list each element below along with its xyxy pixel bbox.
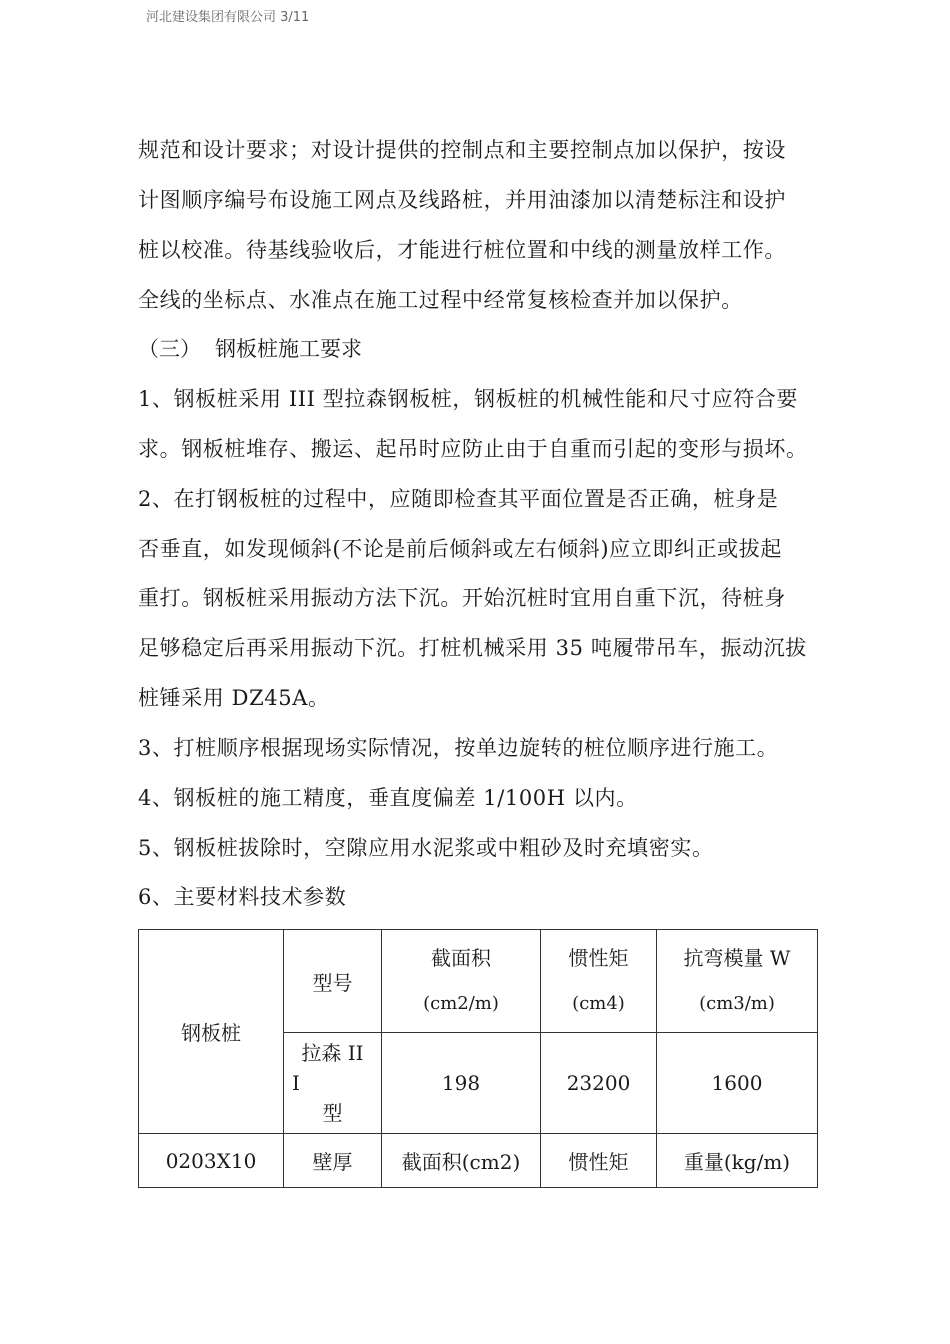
row-header-cell: 钢板桩 (139, 930, 284, 1134)
value-cell: 198 (382, 1033, 541, 1134)
header-unit: (cm3/m) (699, 993, 775, 1014)
model-line: 拉森 II (301, 1041, 364, 1065)
header-label: 惯性矩 (568, 946, 629, 970)
header-cell-inertia (541, 930, 657, 1033)
page-header: 河北建设集团有限公司 3/11 (146, 10, 310, 25)
model-cell (284, 1033, 382, 1134)
paragraph-line: 全线的坐标点、水准点在施工过程中经常复核检查并加以保护。 (138, 288, 743, 312)
item-line: 1、钢板桩采用 III 型拉森钢板桩，钢板桩的机械性能和尺寸应符合要 (138, 387, 798, 411)
header-unit: (cm2/m) (423, 993, 499, 1014)
table-cell: 惯性矩 (541, 1134, 657, 1188)
parameters-table (138, 929, 818, 1188)
item-line: 重打。钢板桩采用振动方法下沉。开始沉桩时宜用自重下沉，待桩身 (138, 586, 786, 610)
table-cell: 重量(kg/m) (657, 1134, 818, 1188)
value-cell: 1600 (657, 1033, 818, 1134)
item-line: 求。钢板桩堆存、搬运、起吊时应防止由于自重而引起的变形与损坏。 (138, 437, 808, 461)
table-row (139, 930, 818, 1033)
table-cell: 壁厚 (284, 1134, 382, 1188)
header-label: 抗弯模量 W (683, 946, 791, 970)
paragraph-line: 计图顺序编号布设施工网点及线路桩，并用油漆加以清楚标注和设护 (138, 188, 786, 212)
item-line: 足够稳定后再采用振动下沉。打桩机械采用 35 吨履带吊车，振动沉拔 (138, 636, 807, 660)
item-line: 6、主要材料技术参数 (138, 885, 347, 909)
model-line: I (292, 1071, 300, 1095)
item-line: 5、钢板桩拔除时，空隙应用水泥浆或中粗砂及时充填密实。 (138, 836, 714, 860)
model-line: 型 (322, 1101, 343, 1125)
table-row (139, 1134, 818, 1188)
section-number: （三） (138, 337, 201, 361)
section-title: 钢板桩施工要求 (215, 337, 362, 361)
paragraph-line: 桩以校准。待基线验收后，才能进行桩位置和中线的测量放样工作。 (138, 238, 786, 262)
item-line: 3、打桩顺序根据现场实际情况，按单边旋转的桩位顺序进行施工。 (138, 736, 779, 760)
item-line: 2、在打钢板桩的过程中，应随即检查其平面位置是否正确，桩身是 (138, 487, 779, 511)
item-line: 4、钢板桩的施工精度，垂直度偏差 1/100H 以内。 (138, 786, 638, 810)
item-line: 否垂直，如发现倾斜(不论是前后倾斜或左右倾斜)应立即纠正或拔起 (138, 537, 782, 561)
table-cell: 截面积(cm2) (382, 1134, 541, 1188)
header-unit: (cm4) (572, 993, 625, 1014)
item-line: 桩锤采用 DZ45A。 (138, 686, 330, 710)
header-cell-modulus (657, 930, 818, 1033)
table-cell: 0203X10 (139, 1134, 284, 1188)
header-cell-area (382, 930, 541, 1033)
value-cell: 23200 (541, 1033, 657, 1134)
header-cell-model: 型号 (284, 930, 382, 1033)
header-label: 截面积 (431, 946, 491, 970)
paragraph-line: 规范和设计要求；对设计提供的控制点和主要控制点加以保护，按设 (138, 138, 786, 162)
